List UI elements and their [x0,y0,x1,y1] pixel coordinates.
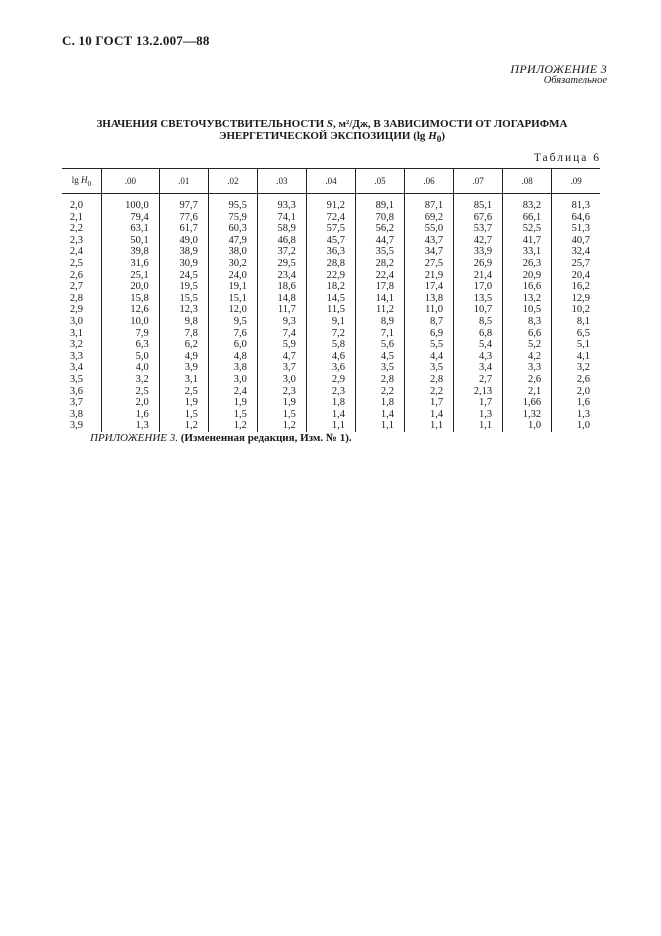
table-cell: 72,4 [306,212,355,224]
table-cell: 1,5 [208,409,257,421]
table-cell: 19,5 [159,281,208,293]
table-cell: 12,6 [101,304,159,316]
table-cell: 30,9 [159,258,208,270]
table-cell: 47,9 [208,235,257,247]
table-cell: 7,4 [257,328,306,340]
table-cell: 3,8 [208,362,257,374]
table-row [62,270,600,282]
title-symbol-s: S [326,118,334,130]
table-cell: 8,3 [503,316,552,328]
table-cell: 4,1 [552,351,600,363]
table-cell: 7,6 [208,328,257,340]
corner-header-prefix: lg [71,174,79,185]
table-cell: 1,1 [454,420,503,432]
table-cell: 26,3 [503,258,552,270]
table-cell: 4,4 [405,351,454,363]
table-cell: 1,32 [503,409,552,421]
table-cell: 13,8 [405,293,454,305]
table-cell: 14,5 [306,293,355,305]
table-cell: 15,1 [208,293,257,305]
table-cell: 28,8 [306,258,355,270]
table-cell: 20,9 [503,270,552,282]
row-lg-value: 3,5 [69,373,84,385]
column-header: .05 [355,169,404,194]
table-cell: 16,2 [552,281,600,293]
row-lg-value: 2,9 [69,304,84,316]
table-cell: 3,3 [503,362,552,374]
table-cell: 40,7 [552,235,600,247]
table-cell: 21,4 [454,270,503,282]
table-cell: 10,0 [101,316,159,328]
table-cell: 1,2 [257,420,306,432]
column-header: .00 [101,169,159,194]
table-row [62,223,600,235]
table-cell: 18,6 [257,281,306,293]
table-cell: 51,3 [552,223,600,235]
table-cell: 2,5 [159,386,208,398]
page-header: С. 10 ГОСТ 13.2.007—88 [62,33,210,48]
table-cell: 1,0 [503,420,552,432]
row-lg-value: 3,4 [69,362,84,374]
table-cell: 37,2 [257,246,306,258]
row-lg-value: 3,3 [69,350,84,362]
table-row [62,316,600,328]
table-cell: 81,3 [552,194,600,212]
table-cell: 63,1 [101,223,159,235]
row-lg-value: 2,6 [69,269,84,281]
table-cell: 53,7 [454,223,503,235]
table-cell: 1,7 [454,397,503,409]
table-cell: 25,1 [101,270,159,282]
table-cell: 17,0 [454,281,503,293]
appendix-status: Обязательное [543,75,607,86]
row-lg-value: 2,0 [69,200,84,211]
table-cell: 17,4 [405,281,454,293]
table-cell: 74,1 [257,212,306,224]
table-cell: 16,6 [503,281,552,293]
table-cell: 25,7 [552,258,600,270]
title-subscript: 0 [436,134,442,145]
table-header-row [62,169,600,194]
table-cell: 36,3 [306,246,355,258]
table-row [62,374,600,386]
table-body [62,194,600,432]
table-cell: 30,2 [208,258,257,270]
table-row [62,362,600,374]
table-cell: 1,7 [405,397,454,409]
table-cell: 1,1 [405,420,454,432]
table-cell: 4,3 [454,351,503,363]
table-cell: 31,6 [101,258,159,270]
table-cell: 10,7 [454,304,503,316]
table-cell: 70,8 [355,212,404,224]
table-cell: 15,5 [159,293,208,305]
row-lg-value: 3,8 [69,408,84,420]
table-cell: 6,6 [503,328,552,340]
table-cell: 4,0 [101,362,159,374]
table-cell: 64,6 [552,212,600,224]
table-cell: 3,4 [454,362,503,374]
table-cell: 2,6 [503,374,552,386]
row-lg-value: 3,6 [69,385,84,397]
table-cell: 18,2 [306,281,355,293]
table-cell: 95,5 [208,194,257,212]
table-cell: 7,1 [355,328,404,340]
table-cell: 50,1 [101,235,159,247]
row-lg-value: 2,8 [69,292,84,304]
table-cell: 3,2 [552,362,600,374]
table-cell: 5,5 [405,339,454,351]
table-row [62,386,600,398]
table-cell: 4,5 [355,351,404,363]
table-cell: 12,9 [552,293,600,305]
table-cell: 3,5 [355,362,404,374]
table-cell: 1,6 [101,409,159,421]
table-cell: 12,3 [159,304,208,316]
table-cell: 55,0 [405,223,454,235]
table-cell: 38,9 [159,246,208,258]
table-cell: 17,8 [355,281,404,293]
table-cell: 6,5 [552,328,600,340]
table-row [62,409,600,421]
table-cell: 7,8 [159,328,208,340]
table-cell: 1,1 [355,420,404,432]
table-cell: 2,13 [454,386,503,398]
table-cell: 9,3 [257,316,306,328]
table-cell: 79,4 [101,212,159,224]
table-cell: 3,1 [159,374,208,386]
table-cell: 1,0 [552,420,600,432]
footnote [90,432,352,444]
table-cell: 8,1 [552,316,600,328]
table-cell: 66,1 [503,212,552,224]
table-cell: 35,5 [355,246,404,258]
table-cell: 1,3 [552,409,600,421]
table-cell: 19,1 [208,281,257,293]
table-cell: 58,9 [257,223,306,235]
table-cell: 6,0 [208,339,257,351]
table-cell: 1,66 [503,397,552,409]
table-cell: 1,6 [552,397,600,409]
title-line-1-units: , м²/Дж, В ЗАВИСИМОСТИ ОТ ЛОГАРИФМА [333,118,568,130]
table-cell: 1,8 [306,397,355,409]
table-cell: 22,9 [306,270,355,282]
table-cell: 4,7 [257,351,306,363]
table-cell: 2,7 [454,374,503,386]
table-cell: 1,8 [355,397,404,409]
row-lg-value: 2,3 [69,234,84,246]
table-cell: 2,2 [355,386,404,398]
table-cell: 3,2 [101,374,159,386]
table-cell: 5,9 [257,339,306,351]
table-cell: 61,7 [159,223,208,235]
row-lg-value: 3,9 [69,420,84,432]
column-header: .01 [159,169,208,194]
table-cell: 1,2 [208,420,257,432]
table-cell: 28,2 [355,258,404,270]
table-cell: 15,8 [101,293,159,305]
table-row [62,246,600,258]
table-cell: 21,9 [405,270,454,282]
table-label: Таблица 6 [533,152,601,164]
table-row [62,304,600,316]
table-cell: 39,8 [101,246,159,258]
table-cell: 2,3 [257,386,306,398]
title-line-2-suffix: ) [441,130,445,142]
table-row [62,397,600,409]
table-row [62,281,600,293]
table-cell: 2,5 [101,386,159,398]
title-line-1-prefix: ЗНАЧЕНИЯ СВЕТОЧУВСТВИТЕЛЬНОСТИ [96,118,325,130]
sensitivity-table [62,168,600,432]
column-header: .07 [454,169,503,194]
table-cell: 14,1 [355,293,404,305]
table-cell: 3,6 [306,362,355,374]
table-cell: 10,2 [552,304,600,316]
table-cell: 11,7 [257,304,306,316]
column-header: .09 [552,169,600,194]
table-cell: 46,8 [257,235,306,247]
column-header: .08 [503,169,552,194]
title-line-2-prefix: ЭНЕРГЕТИЧЕСКОЙ ЭКСПОЗИЦИИ (lg [218,130,426,142]
table-cell: 52,5 [503,223,552,235]
table-cell: 1,3 [454,409,503,421]
table-cell: 45,7 [306,235,355,247]
row-lg-value: 3,0 [69,315,84,327]
table-cell: 12,0 [208,304,257,316]
table-cell: 2,0 [101,397,159,409]
table-cell: 69,2 [405,212,454,224]
row-lg-value: 2,7 [69,281,84,293]
row-lg-value: 2,5 [69,257,84,269]
row-lg-value: 3,1 [69,327,84,339]
table-cell: 2,9 [306,374,355,386]
table-cell: 1,5 [257,409,306,421]
footnote-revision-note: (Измененная редакция, Изм. № 1). [180,432,352,444]
table-row [62,339,600,351]
table-cell: 87,1 [405,194,454,212]
table-cell: 44,7 [355,235,404,247]
row-lg-value: 2,2 [69,223,84,235]
table-cell: 9,1 [306,316,355,328]
table-cell: 3,7 [257,362,306,374]
table-cell: 91,2 [306,194,355,212]
table-cell: 5,8 [306,339,355,351]
table-cell: 24,0 [208,270,257,282]
table-cell: 33,1 [503,246,552,258]
table-cell: 67,6 [454,212,503,224]
table-cell: 1,3 [101,420,159,432]
table-cell: 56,2 [355,223,404,235]
row-lg-value: 3,2 [69,339,84,351]
title-line-1 [62,118,602,130]
table-cell: 42,7 [454,235,503,247]
table-cell: 10,5 [503,304,552,316]
table-cell: 24,5 [159,270,208,282]
table-cell: 4,6 [306,351,355,363]
table-cell: 8,7 [405,316,454,328]
table-cell: 6,3 [101,339,159,351]
table-cell: 77,6 [159,212,208,224]
table-cell: 7,9 [101,328,159,340]
document-title [62,118,602,145]
table-cell: 20,4 [552,270,600,282]
table-cell: 41,7 [503,235,552,247]
table-cell: 11,2 [355,304,404,316]
table-row [62,293,600,305]
column-header: .02 [208,169,257,194]
column-header: .03 [257,169,306,194]
table-cell: 1,9 [159,397,208,409]
table-cell: 75,9 [208,212,257,224]
table-cell: 11,5 [306,304,355,316]
table-cell: 34,7 [405,246,454,258]
corner-header [62,169,101,194]
table-row [62,212,600,224]
table-cell: 1,9 [257,397,306,409]
table-cell: 60,3 [208,223,257,235]
table-cell: 1,4 [405,409,454,421]
table-row [62,258,600,270]
table-cell: 4,8 [208,351,257,363]
table-cell: 3,0 [208,374,257,386]
table-cell: 1,4 [355,409,404,421]
table-row [62,328,600,340]
table-cell: 33,9 [454,246,503,258]
table-cell: 26,9 [454,258,503,270]
corner-header-subscript: 0 [87,178,92,188]
table-cell: 8,5 [454,316,503,328]
table-cell: 27,5 [405,258,454,270]
table-cell: 2,3 [306,386,355,398]
table-cell: 49,0 [159,235,208,247]
table-cell: 4,2 [503,351,552,363]
table-cell: 57,5 [306,223,355,235]
table-cell: 89,1 [355,194,404,212]
table-cell: 2,4 [208,386,257,398]
table-cell: 1,9 [208,397,257,409]
title-symbol-h: H [428,130,437,142]
table-cell: 3,9 [159,362,208,374]
table-cell: 100,0 [101,194,159,212]
title-line-2 [62,130,602,145]
row-lg-value: 2,1 [69,211,84,223]
table-cell: 38,0 [208,246,257,258]
table-cell: 2,8 [405,374,454,386]
table-cell: 13,2 [503,293,552,305]
table-cell: 2,6 [552,374,600,386]
table-cell: 5,2 [503,339,552,351]
table-cell: 6,9 [405,328,454,340]
table-cell: 22,4 [355,270,404,282]
table-row [62,235,600,247]
table-cell: 11,0 [405,304,454,316]
table-cell: 2,8 [355,374,404,386]
table-cell: 5,6 [355,339,404,351]
column-header: .06 [405,169,454,194]
table-cell: 23,4 [257,270,306,282]
table-cell: 2,1 [503,386,552,398]
table-cell: 2,2 [405,386,454,398]
table-cell: 5,0 [101,351,159,363]
table-cell: 32,4 [552,246,600,258]
table-cell: 9,5 [208,316,257,328]
table-cell: 83,2 [503,194,552,212]
table-cell: 1,1 [306,420,355,432]
table-cell: 43,7 [405,235,454,247]
table-cell: 5,1 [552,339,600,351]
table-cell: 1,4 [306,409,355,421]
appendix-title: ПРИЛОЖЕНИЕ 3 [510,62,607,76]
table-cell: 85,1 [454,194,503,212]
table-cell: 3,5 [405,362,454,374]
table-row [62,194,600,212]
row-lg-value: 3,7 [69,397,84,409]
table-cell: 2,0 [552,386,600,398]
table-cell: 6,2 [159,339,208,351]
table-row [62,420,600,432]
table-cell: 20,0 [101,281,159,293]
table-cell: 3,0 [257,374,306,386]
table-cell: 1,2 [159,420,208,432]
corner-header-symbol: H [80,174,88,185]
table-cell: 6,8 [454,328,503,340]
table-cell: 14,8 [257,293,306,305]
table-cell: 1,5 [159,409,208,421]
table-cell: 8,9 [355,316,404,328]
table-cell: 29,5 [257,258,306,270]
table-cell: 97,7 [159,194,208,212]
table-cell: 93,3 [257,194,306,212]
table-row [62,351,600,363]
table-cell: 13,5 [454,293,503,305]
table-cell: 5,4 [454,339,503,351]
column-header: .04 [306,169,355,194]
table-cell: 4,9 [159,351,208,363]
table-cell: 9,8 [159,316,208,328]
footnote-appendix-ref: ПРИЛОЖЕНИЕ 3. [90,432,178,444]
table-cell: 7,2 [306,328,355,340]
row-lg-value: 2,4 [69,246,84,258]
